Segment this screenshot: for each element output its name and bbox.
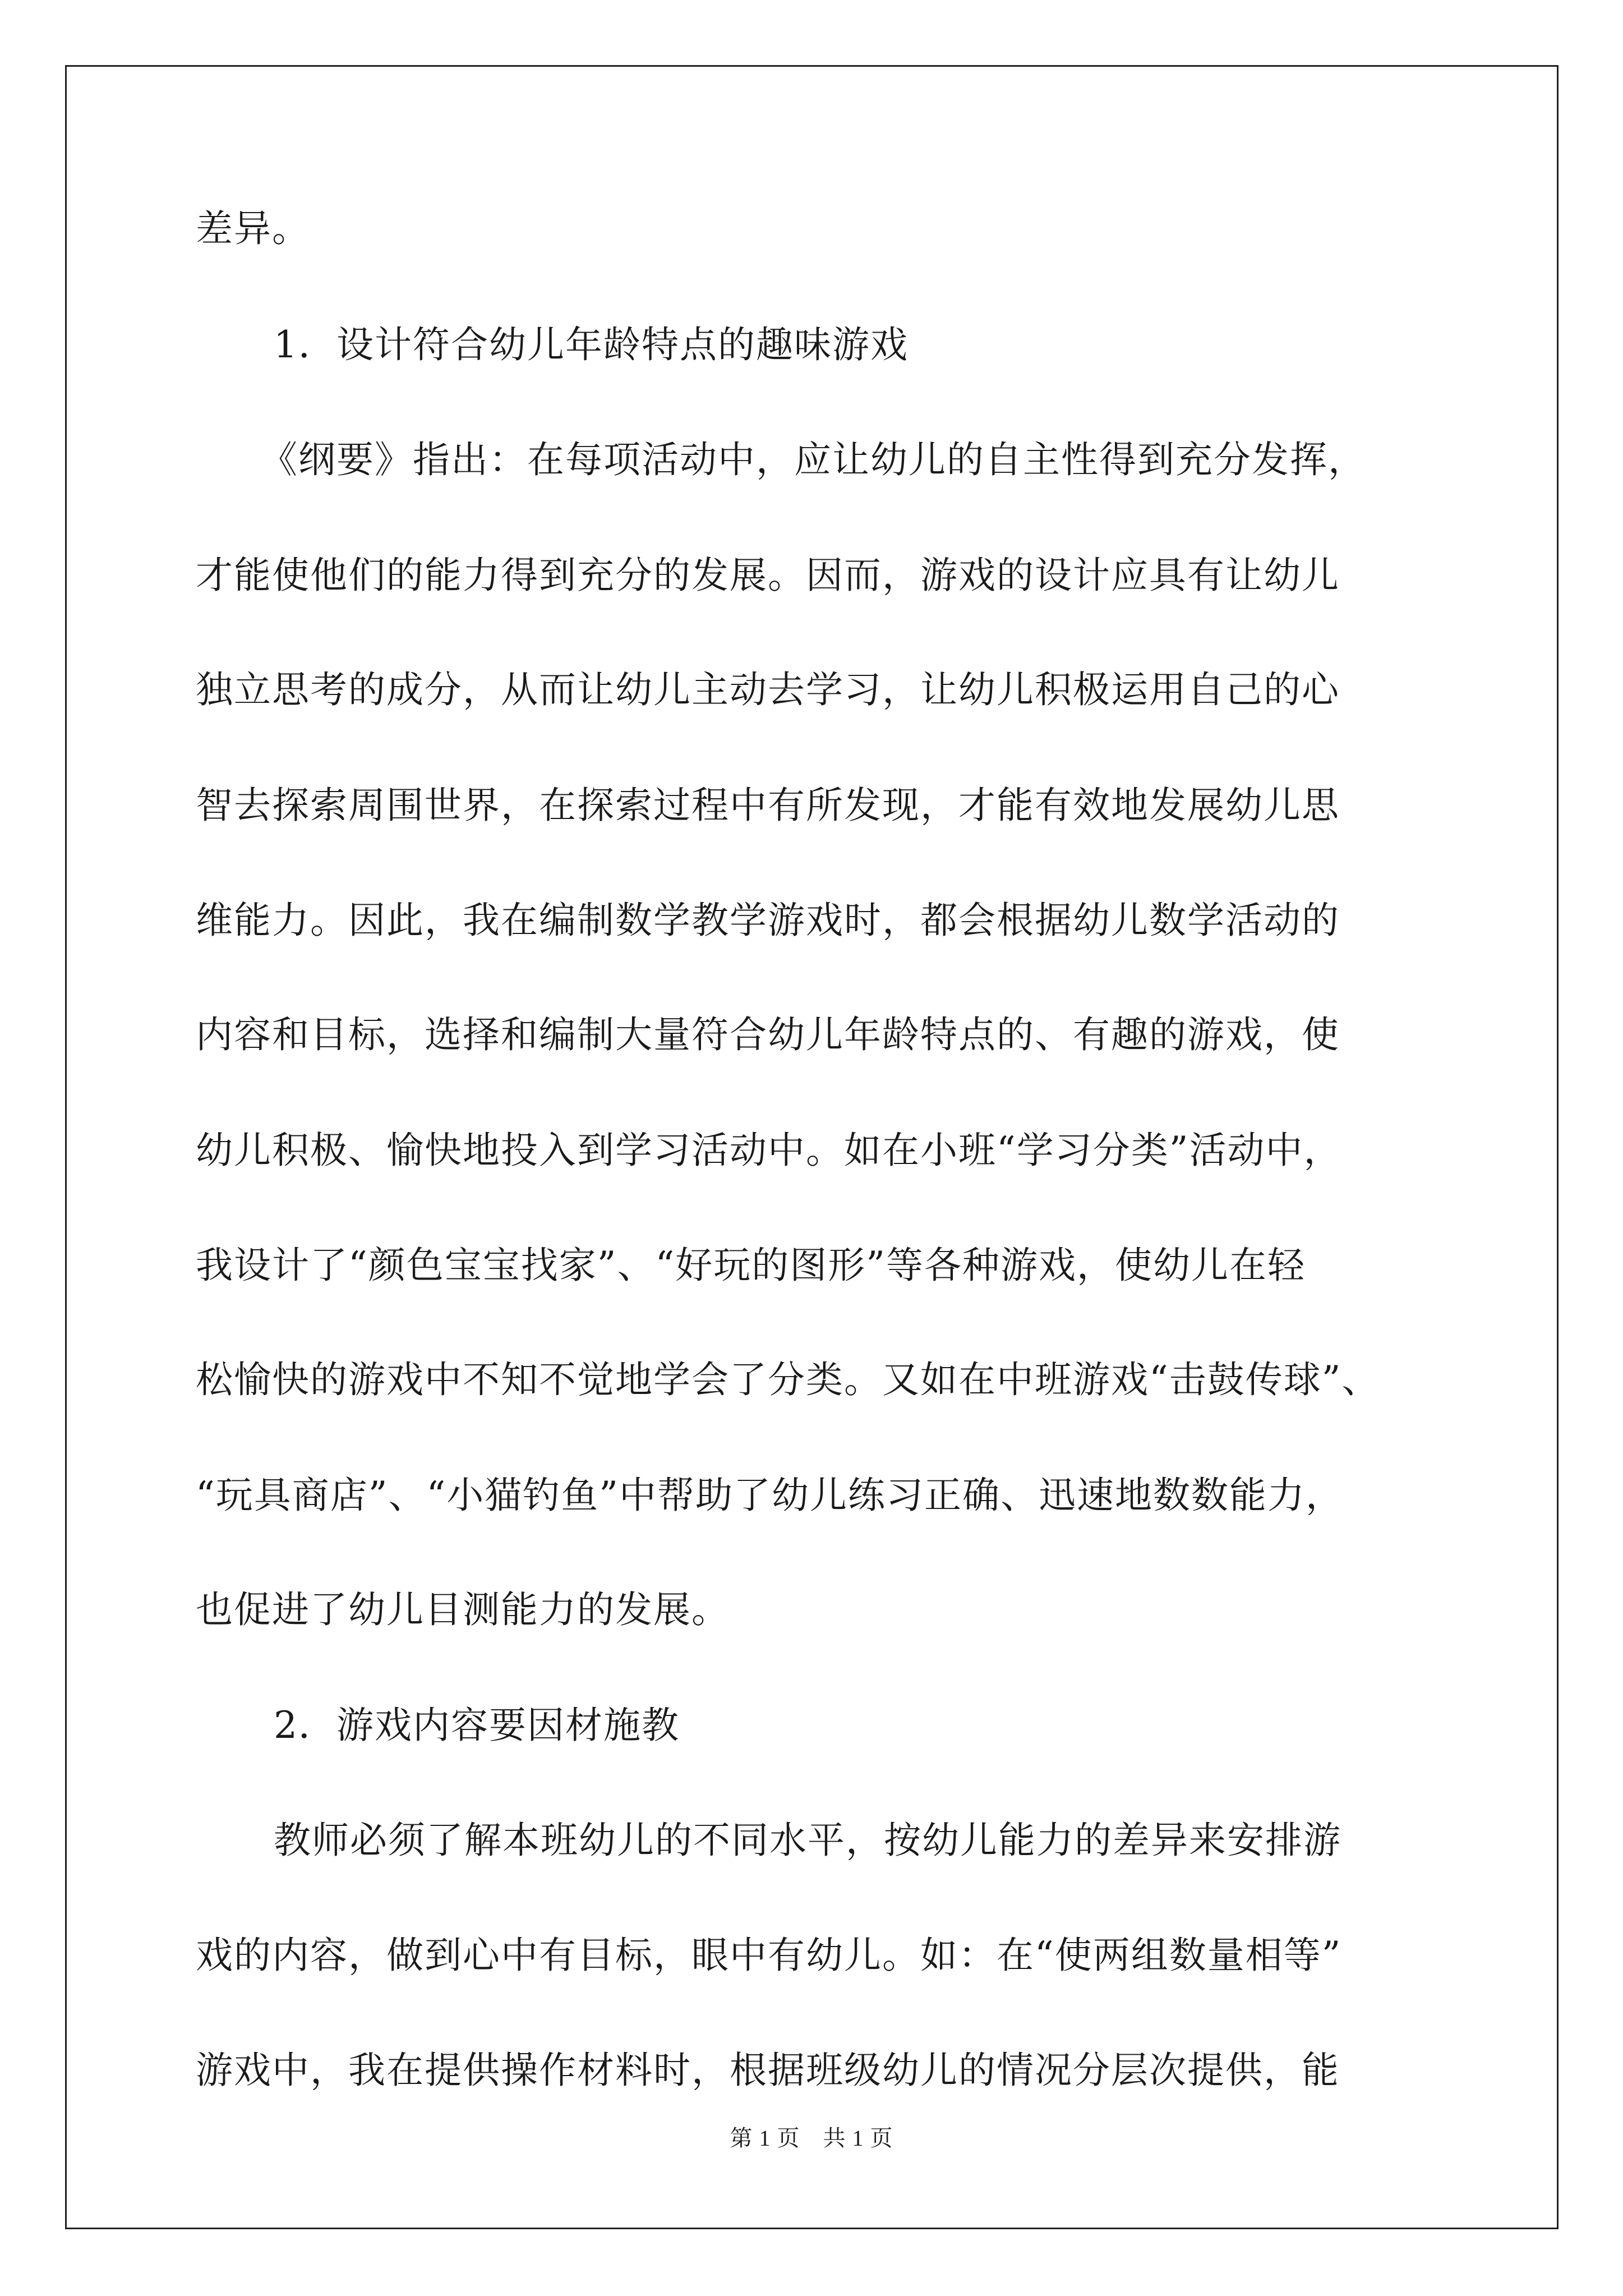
section-heading: 1．设计符合幼儿年龄特点的趣味游戏 — [274, 323, 909, 366]
text-line: 我设计了“颜色宝宝找家”、“好玩的图形”等各种游戏，使幼儿在轻 — [196, 1244, 1306, 1287]
text-line: 独立思考的成分，从而让幼儿主动去学习，让幼儿积极运用自己的心 — [196, 668, 1340, 711]
text-line: 也促进了幼儿目测能力的发展。 — [196, 1588, 730, 1631]
text-line: 戏的内容，做到心中有目标，眼中有幼儿。如：在“使两组数量相等” — [196, 1934, 1342, 1977]
text-line: 差异。 — [196, 207, 310, 250]
page-number: 第 1 页 共 1 页 — [730, 2125, 893, 2151]
text-line: 内容和目标，选择和编制大量符合幼儿年龄特点的、有趣的游戏，使 — [196, 1013, 1340, 1056]
text-line: 教师必须了解本班幼儿的不同水平，按幼儿能力的差异来安排游 — [274, 1819, 1341, 1862]
text-line: 智去探索周围世界，在探索过程中有所发现，才能有效地发展幼儿思 — [196, 784, 1340, 827]
text-line: 松愉快的游戏中不知不觉地学会了分类。又如在中班游戏“击鼓传球”、 — [196, 1358, 1380, 1401]
text-line: 幼儿积极、愉快地投入到学习活动中。如在小班“学习分类”活动中， — [196, 1129, 1342, 1172]
text-line: “玩具商店”、“小猫钓鱼”中帮助了幼儿练习正确、迅速地数数能力， — [196, 1474, 1344, 1517]
text-line: 游戏中，我在提供操作材料时，根据班级幼儿的情况分层次提供，能 — [196, 2049, 1340, 2092]
text-line: 才能使他们的能力得到充分的发展。因而，游戏的设计应具有让幼儿 — [196, 554, 1340, 597]
section-heading: 2．游戏内容要因材施教 — [274, 1704, 680, 1747]
text-line: 《纲要》指出：在每项活动中，应让幼儿的自主性得到充分发挥， — [260, 438, 1366, 481]
text-line: 维能力。因此，我在编制数学教学游戏时，都会根据幼儿数学活动的 — [196, 899, 1340, 942]
